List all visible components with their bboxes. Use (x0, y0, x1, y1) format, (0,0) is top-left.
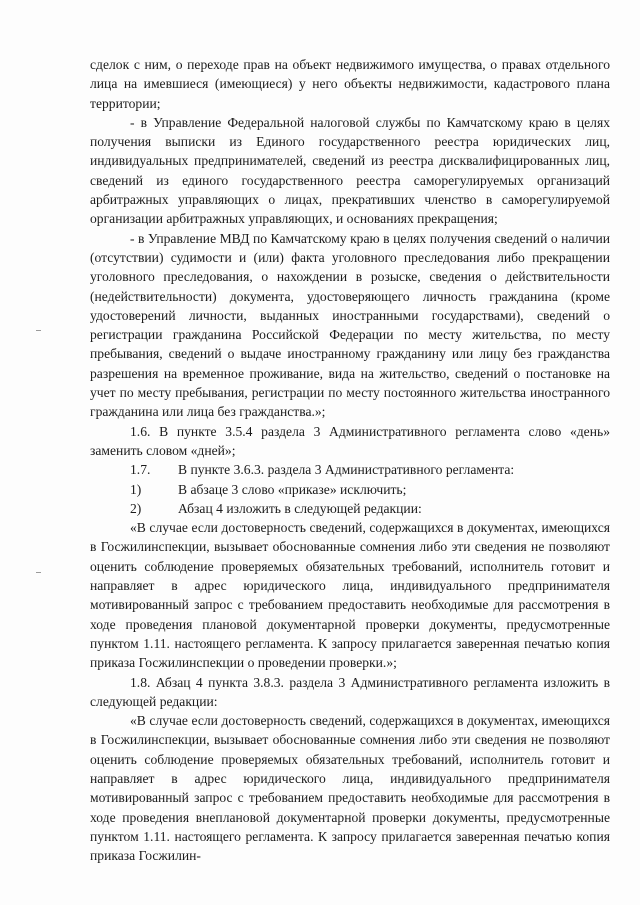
quote-unplanned-inspection: «В случае если достоверность сведений, содержащихся в документах, имеющихся в Госжилинспекции, вызывает обоснованные сомнения либо эти сведения не позволяют оценить соблюдение проверяемых обязательных требований, исполнитель готовит и направляет в адрес юридического лица, индивидуального предпринимателя мотивированный запрос с требованием предоставить необходимые для рассмотрения в ходе проведения внеплановой документарной проверки документы, предусмотренные пунктом 1.11. настоящего регламента. К запросу прилагается заверенная печатью копия приказа Госжилин- (90, 713, 610, 864)
item-number: 1.7. (130, 462, 151, 478)
paragraph-mvd: - в Управление МВД по Камчатскому краю в целях получения сведений о наличии (отсутствии) судимости и (или) факта уголовного преследования либо прекращении уголовного преследования, о нахождении в розыске, сведения о действительности (недействительности) документа, удостоверяющего личность гражданина (кроме удостоверений личности, выданных иностранными государствами), сведений о регистрации гражданина Российской Федерации по месту жительства, по месту пребывания, сведений о выдаче иностранному гражданину или лицу без гражданства разрешения на временное проживание, вида на жительство, сведений о постановке на учет по месту пребывания, регистрации по месту постоянного жительства иностранного гражданина или лица без гражданства.»; (90, 230, 610, 420)
paragraph-1-8: 1.8. Абзац 4 пункта 3.8.3. раздела 3 Административного регламента изложить в следующей редакции: (90, 674, 610, 709)
item-text: В пункте 3.6.3. раздела 3 Административного регламента: (178, 462, 515, 478)
subitem-1 (90, 480, 610, 499)
paragraph-tax-service: - в Управление Федеральной налоговой службы по Камчатскому краю в целях получения выписки из Единого государственного реестра юридических лиц, индивидуальных предпринимателей, сведений из реестра дисквалифицированных лиц, сведений из единого государственного реестра саморегулируемых организаций арбитражных управляющих о лицах, прекративших членство в саморегулируемой организации арбитражных управляющих, и основаниях прекращения; (90, 114, 610, 227)
item-number: 2) (130, 500, 142, 516)
quote-planned-inspection: «В случае если достоверность сведений, содержащихся в документах, имеющихся в Госжилинспекции, вызывает обоснованные сомнения либо эти сведения не позволяют оценить соблюдение проверяемых обязательных требований, исполнитель готовит и направляет в адрес юридического лица, индивидуального предпринимателя мотивированный запрос с требованием предоставить необходимые для рассмотрения в ходе проведения плановой документарной проверки документы, предусмотренные пунктом 1.11. настоящего регламента. К запросу прилагается заверенная печатью копия приказа Госжилинспекции о проведении проверки.»; (90, 520, 610, 671)
scan-margin-mark (36, 330, 41, 331)
item-text: В абзаце 3 слово «приказе» исключить; (178, 481, 407, 497)
item-1-7 (90, 460, 610, 479)
subitem-2 (90, 499, 610, 518)
scan-margin-mark (36, 572, 41, 573)
item-number: 1) (130, 481, 142, 497)
item-text: Абзац 4 изложить в следующей редакции: (178, 500, 422, 516)
paragraph-continuation: сделок с ним, о переходе прав на объект недвижимого имущества, о правах отдельного лица на имевшиеся (имеющиеся) у него объекты недвижимости, кадастрового плана территории; (90, 57, 610, 111)
document-body (90, 55, 610, 865)
paragraph-1-6: 1.6. В пункте 3.5.4 раздела 3 Административного регламента слово «день» заменить словом «дней»; (90, 423, 610, 458)
